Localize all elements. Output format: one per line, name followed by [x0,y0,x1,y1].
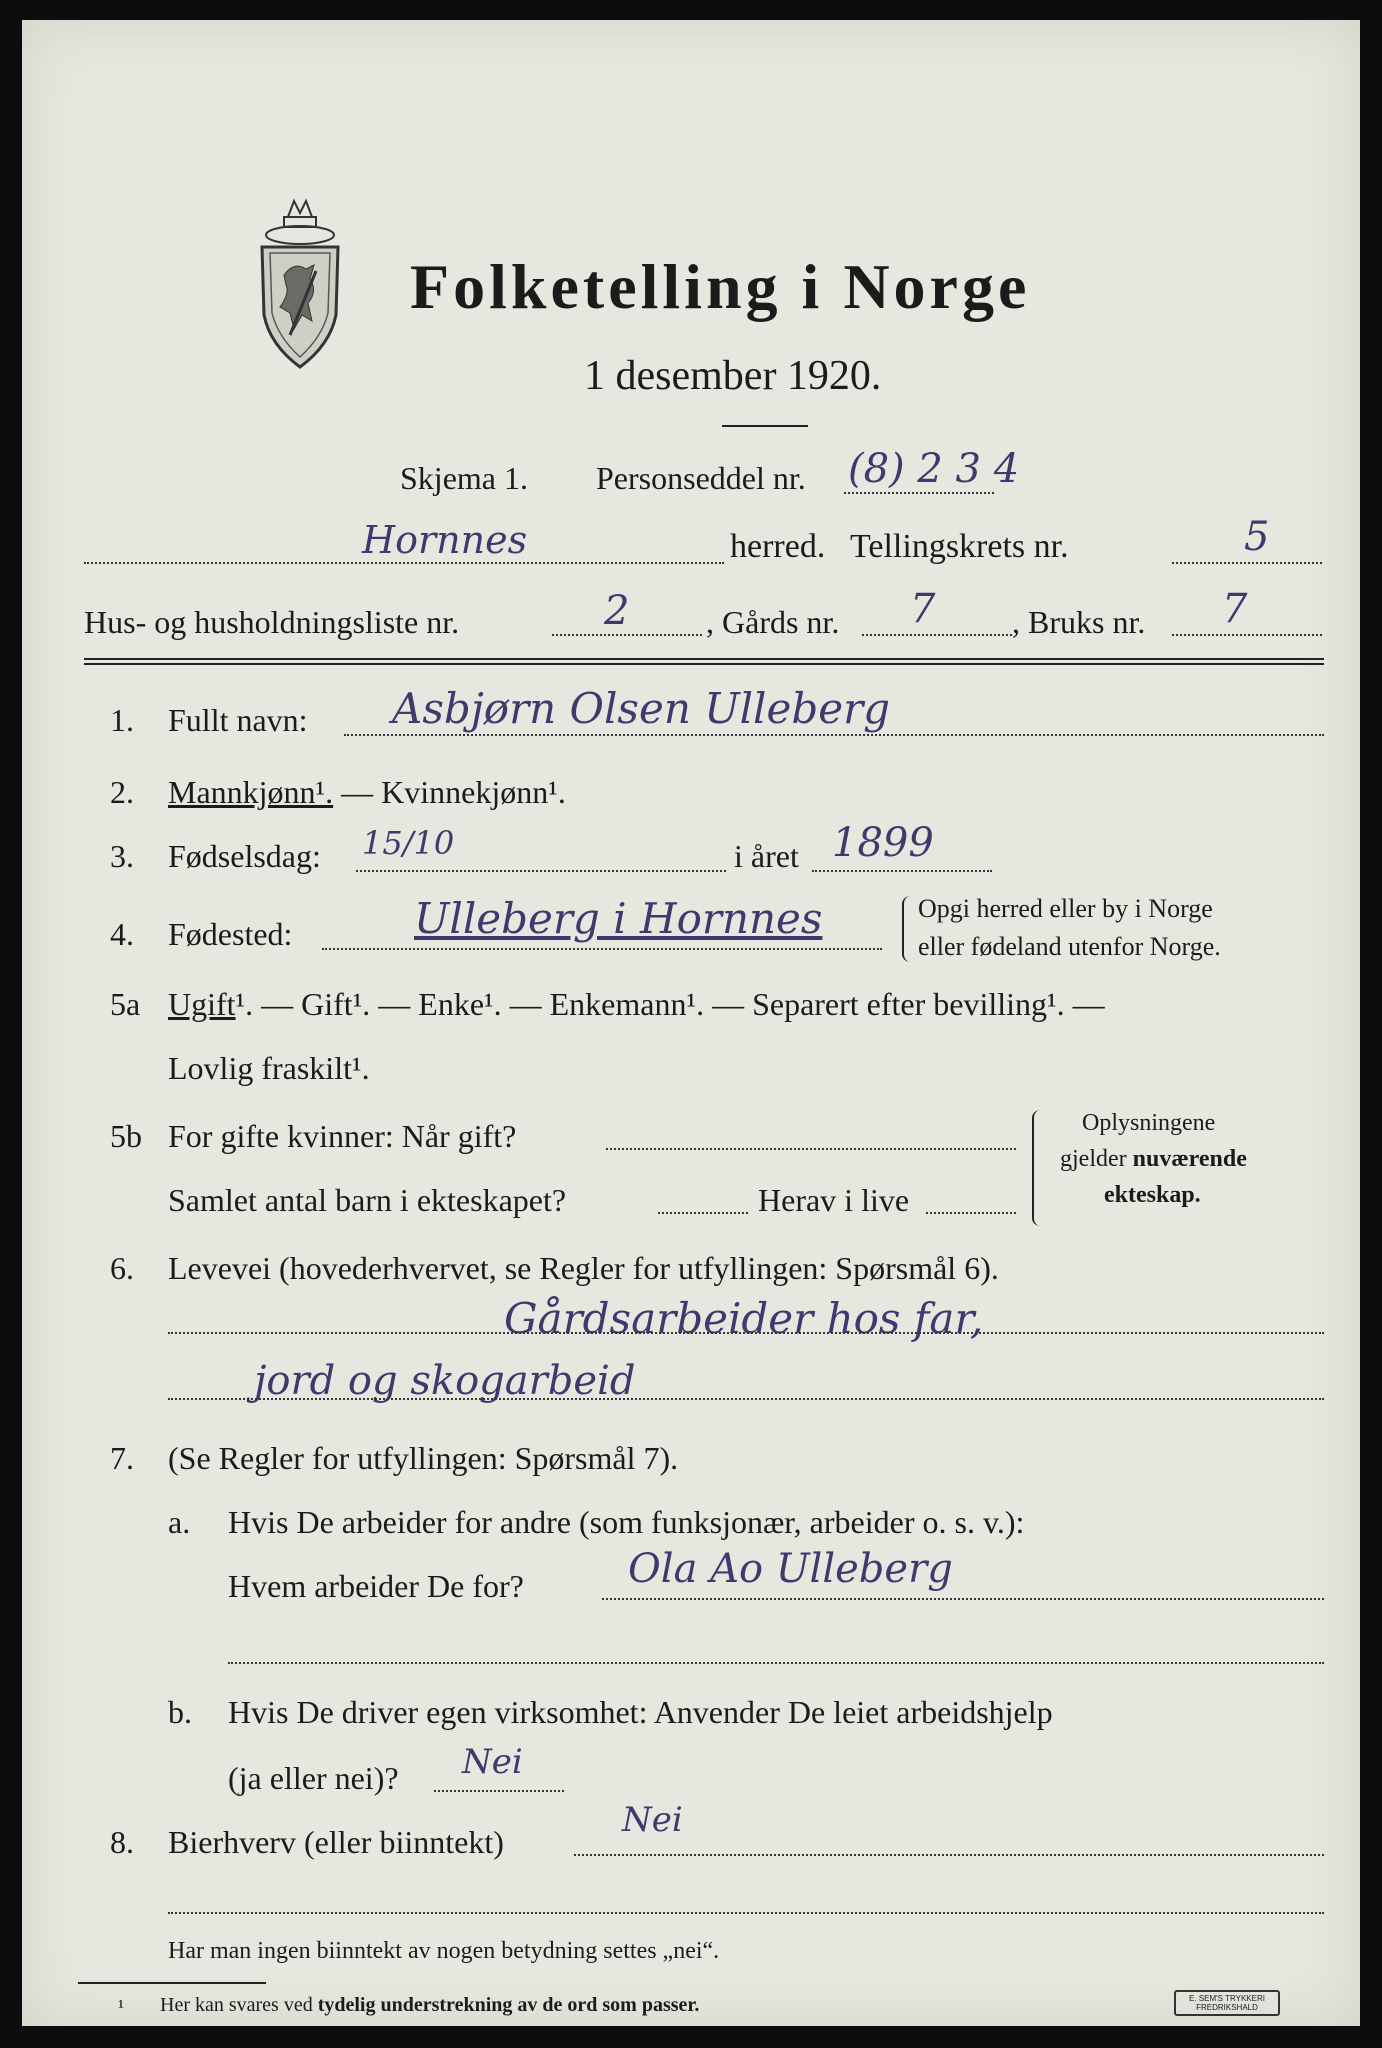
q4-number: 4. [110,916,134,952]
q5b-label-married: For gifte kvinner: Når gift? [168,1118,517,1154]
q3-day-dots [356,870,726,872]
q2-male: Mannkjønn¹. [168,774,334,810]
q4-brace [902,896,914,962]
tellingskrets-dots [1172,562,1322,564]
q5a-ugift: Ugift [168,986,236,1022]
q7b-dots [434,1790,564,1792]
q4-value: Ulleberg i Hornnes [414,894,823,943]
hus-value: 2 [604,588,630,634]
q2-line [168,774,566,811]
q4-note-line1: Opgi herred eller by i Norge [918,894,1213,923]
herred-value: Hornnes [362,518,528,562]
q8-label: Bierhverv (eller biinntekt) [168,1824,504,1860]
herred-label: herred. [730,528,826,565]
q7a-dots-1 [602,1598,1324,1600]
form-title: Folketelling i Norge [410,251,1031,322]
q5a-options: ¹. — Gift¹. — Enke¹. — Enkemann¹. — Separert efter bevilling¹. — [235,986,1105,1022]
q2-female: Kvinnekjønn¹. [381,774,566,810]
q3-year-value: 1899 [832,820,934,866]
q4-label: Fødested: [168,916,293,952]
herred-dots [84,562,724,564]
q4-note-line2: eller fødeland utenfor Norge. [918,932,1221,961]
q5a-line2: Lovlig fraskilt¹. [168,1050,370,1086]
footnote-mark: ¹ [118,1996,124,2018]
q5b-note-line3: ekteskap. [1104,1182,1201,1208]
q8-dots-1 [574,1854,1324,1856]
q5b-label-children: Samlet antal barn i ekteskapet? [168,1182,567,1218]
q5b-note-line1: Oplysningene [1082,1110,1216,1136]
footer-note: Har man ingen biinntekt av nogen betydning settes „nei“. [168,1938,720,1964]
footnote-divider [78,1982,266,1984]
census-date: 1 desember 1920. [584,353,882,399]
q8-dots-2 [168,1912,1324,1914]
footnote-text-b: tydelig understrekning av de ord som passer. [317,1994,700,2016]
q7a-label: Hvis De arbeider for andre (som funksjonær, arbeider o. s. v.): [228,1504,1025,1540]
personseddel-dots [844,492,994,494]
q8-value: Nei [622,1800,683,1840]
gards-value: 7 [910,586,936,632]
footnote-text-a: Her kan svares ved [160,1994,318,2016]
q6-dots-2 [168,1398,1324,1400]
q7a-value: Ola Ao Ulleberg [628,1546,953,1592]
bruks-value: 7 [1222,586,1248,632]
section-divider-bottom [84,663,1324,665]
q7-number: 7. [110,1440,134,1476]
gards-label: , Gårds nr. [706,604,840,640]
q5b-note-line2 [1060,1146,1247,1173]
q6-value-line2: jord og skogarbeid [254,1358,636,1404]
q7a-dots-2 [228,1662,1324,1664]
q6-value-line1: Gårdsarbeider hos far, [504,1294,984,1343]
q5b-note-gjelder: gjelder [1060,1146,1133,1172]
q5a-number: 5a [110,986,141,1022]
section-divider-top [84,658,1324,660]
personseddel-value: (8) 2 3 4 [848,446,1020,492]
q5b-married-dots [606,1148,1016,1150]
q1-label: Fullt navn: [168,702,308,738]
q7b-value: Nei [462,1742,523,1782]
bruks-dots [1172,634,1322,636]
q5b-alive-dots [926,1212,1016,1214]
q3-year-label: i året [734,838,799,874]
q5b-brace [1032,1110,1044,1226]
q3-year-dots [812,870,992,872]
q2-number: 2. [110,774,134,810]
q3-number: 3. [110,838,134,874]
q6-number: 6. [110,1250,134,1286]
q5a-line1 [168,986,1105,1023]
tellingskrets-label: Tellingskrets nr. [850,528,1069,565]
schema-label: Skjema 1. [400,460,528,496]
q1-value: Asbjørn Olsen Ulleberg [392,684,891,733]
tellingskrets-value: 5 [1244,514,1270,560]
q1-number: 1. [110,702,134,738]
hus-dots [552,634,702,636]
q5b-label-alive: Herav i live [758,1182,910,1218]
q1-dots [344,734,1324,736]
printer-stamp: E. SEM'S TRYKKERI FREDRIKSHALD [1174,1990,1280,2016]
census-form-sheet [22,20,1360,2026]
q6-dots-1 [168,1332,1324,1334]
q7a-letter: a. [168,1504,191,1540]
gards-dots [862,634,1012,636]
title-divider [722,425,808,427]
coat-of-arms-icon [250,195,350,375]
q3-day-value: 15/10 [362,824,455,862]
q7a-label2: Hvem arbeider De for? [228,1568,524,1604]
footnote-text [160,1994,699,2017]
q7-label: (Se Regler for utfyllingen: Spørsmål 7). [168,1440,679,1476]
q8-number: 8. [110,1824,134,1860]
hus-label: Hus- og husholdningsliste nr. [84,604,460,640]
q4-dots [322,948,882,950]
q5b-note-nuvaerende: nuværende [1132,1146,1247,1172]
q7b-label2: (ja eller nei)? [228,1760,399,1796]
personseddel-label: Personseddel nr. [596,460,806,496]
q5b-number: 5b [110,1118,142,1154]
q7b-label: Hvis De driver egen virksomhet: Anvender De leiet arbeidshjelp [228,1694,1053,1730]
q3-label: Fødselsdag: [168,838,321,874]
q7b-letter: b. [168,1694,192,1730]
q2-separator: — [333,774,382,810]
q5b-children-dots [658,1212,748,1214]
bruks-label: , Bruks nr. [1012,604,1146,640]
q6-label: Levevei (hovederhvervet, se Regler for utfyllingen: Spørsmål 6). [168,1250,999,1286]
